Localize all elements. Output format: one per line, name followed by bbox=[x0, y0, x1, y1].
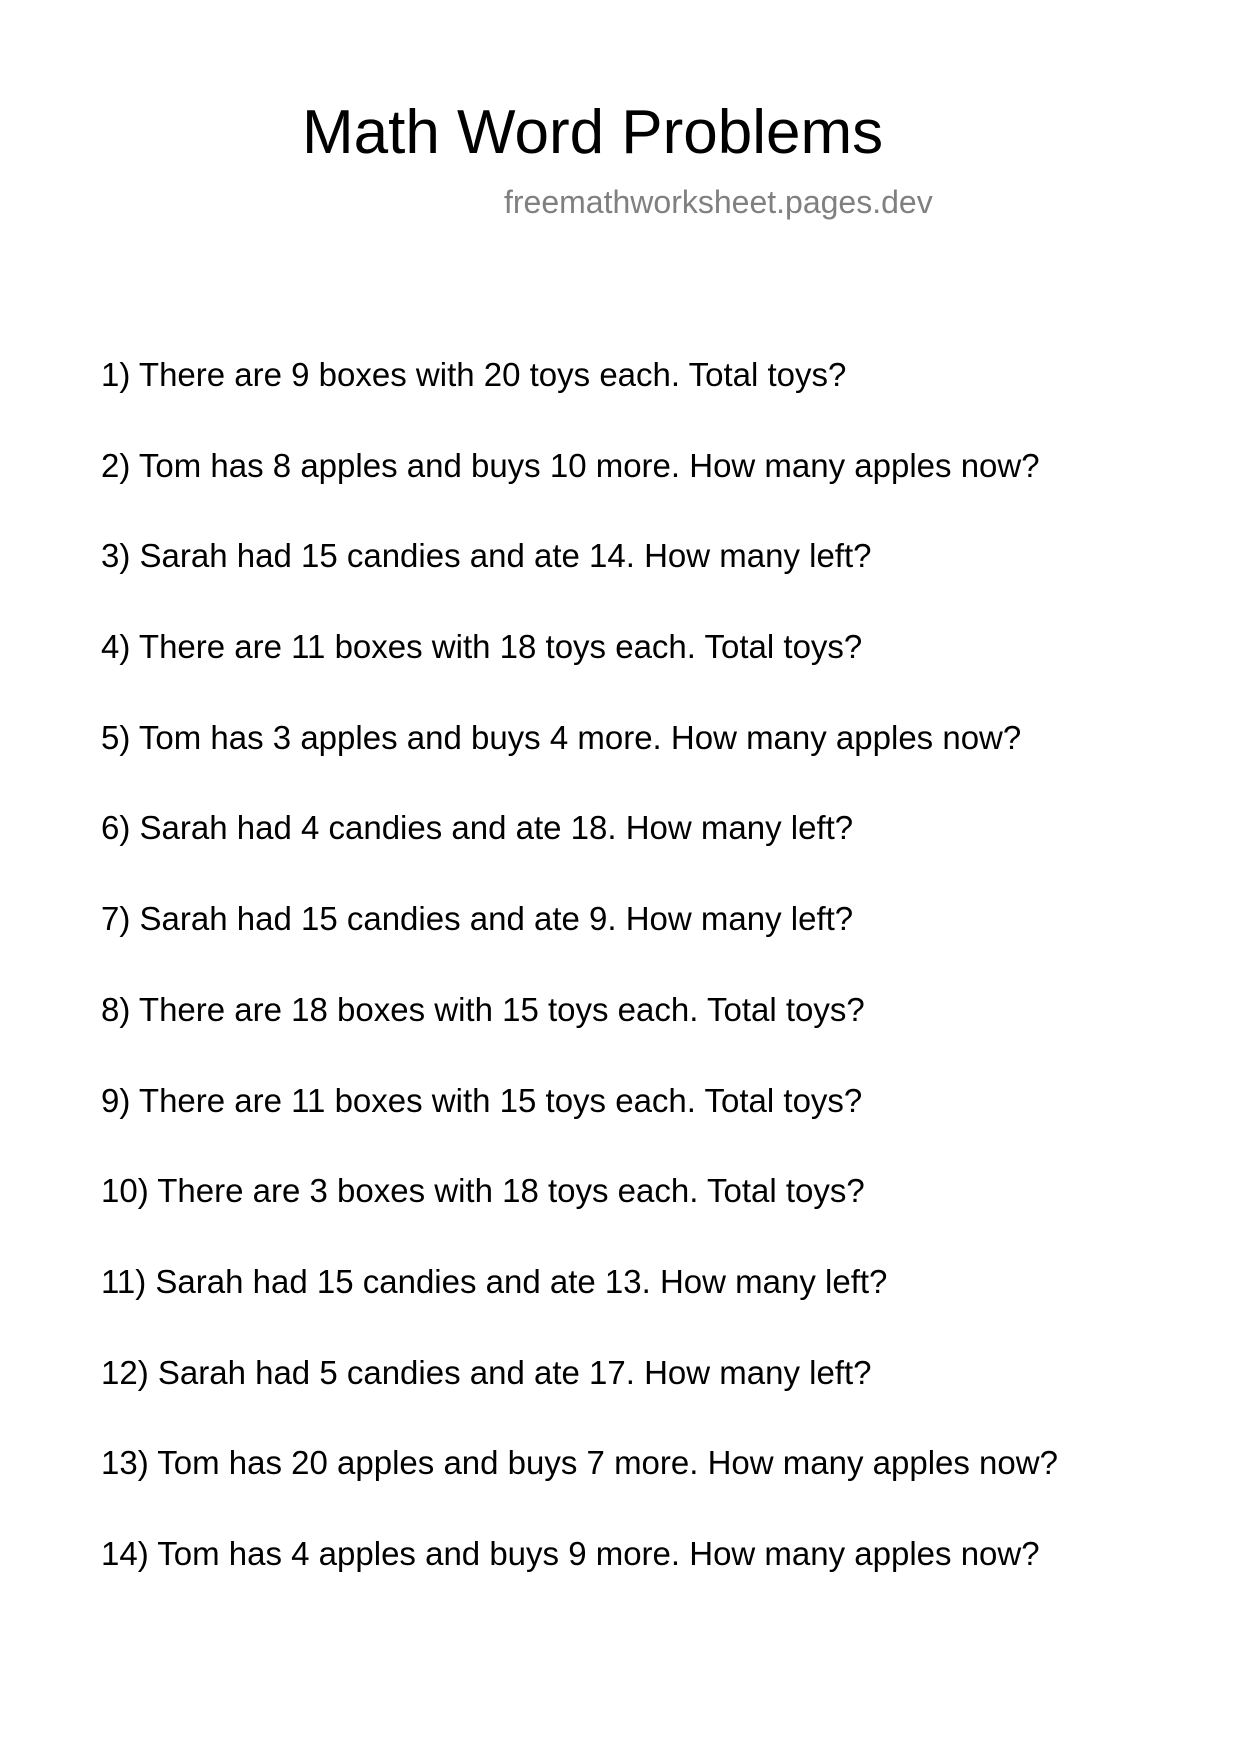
problem-item: 5) Tom has 3 apples and buys 4 more. How many apples now? bbox=[101, 718, 1022, 756]
problem-item: 2) Tom has 8 apples and buys 10 more. How many apples now? bbox=[101, 446, 1040, 484]
page-title: Math Word Problems bbox=[302, 98, 884, 167]
problem-item: 11) Sarah had 15 candies and ate 13. How many left? bbox=[101, 1262, 888, 1300]
problem-item: 9) There are 11 boxes with 15 toys each. Total toys? bbox=[101, 1081, 863, 1119]
problem-item: 3) Sarah had 15 candies and ate 14. How many left? bbox=[101, 537, 872, 575]
site-url: freemathworksheet.pages.dev bbox=[504, 184, 933, 220]
problem-item: 8) There are 18 boxes with 15 toys each. Total toys? bbox=[101, 990, 865, 1028]
problem-item: 4) There are 11 boxes with 18 toys each. Total toys? bbox=[101, 628, 863, 666]
problem-item: 10) There are 3 boxes with 18 toys each. Total toys? bbox=[101, 1172, 865, 1210]
problem-item: 7) Sarah had 15 candies and ate 9. How many left? bbox=[101, 900, 854, 938]
problem-item: 6) Sarah had 4 candies and ate 18. How many left? bbox=[101, 809, 854, 847]
problem-item: 12) Sarah had 5 candies and ate 17. How many left? bbox=[101, 1353, 872, 1391]
problem-list bbox=[101, 330, 1058, 1600]
problem-item: 1) There are 9 boxes with 20 toys each. Total toys? bbox=[101, 356, 847, 393]
problem-item: 13) Tom has 20 apples and buys 7 more. How many apples now? bbox=[101, 1444, 1058, 1482]
problem-item: 14) Tom has 4 apples and buys 9 more. How many apples now? bbox=[101, 1534, 1040, 1572]
